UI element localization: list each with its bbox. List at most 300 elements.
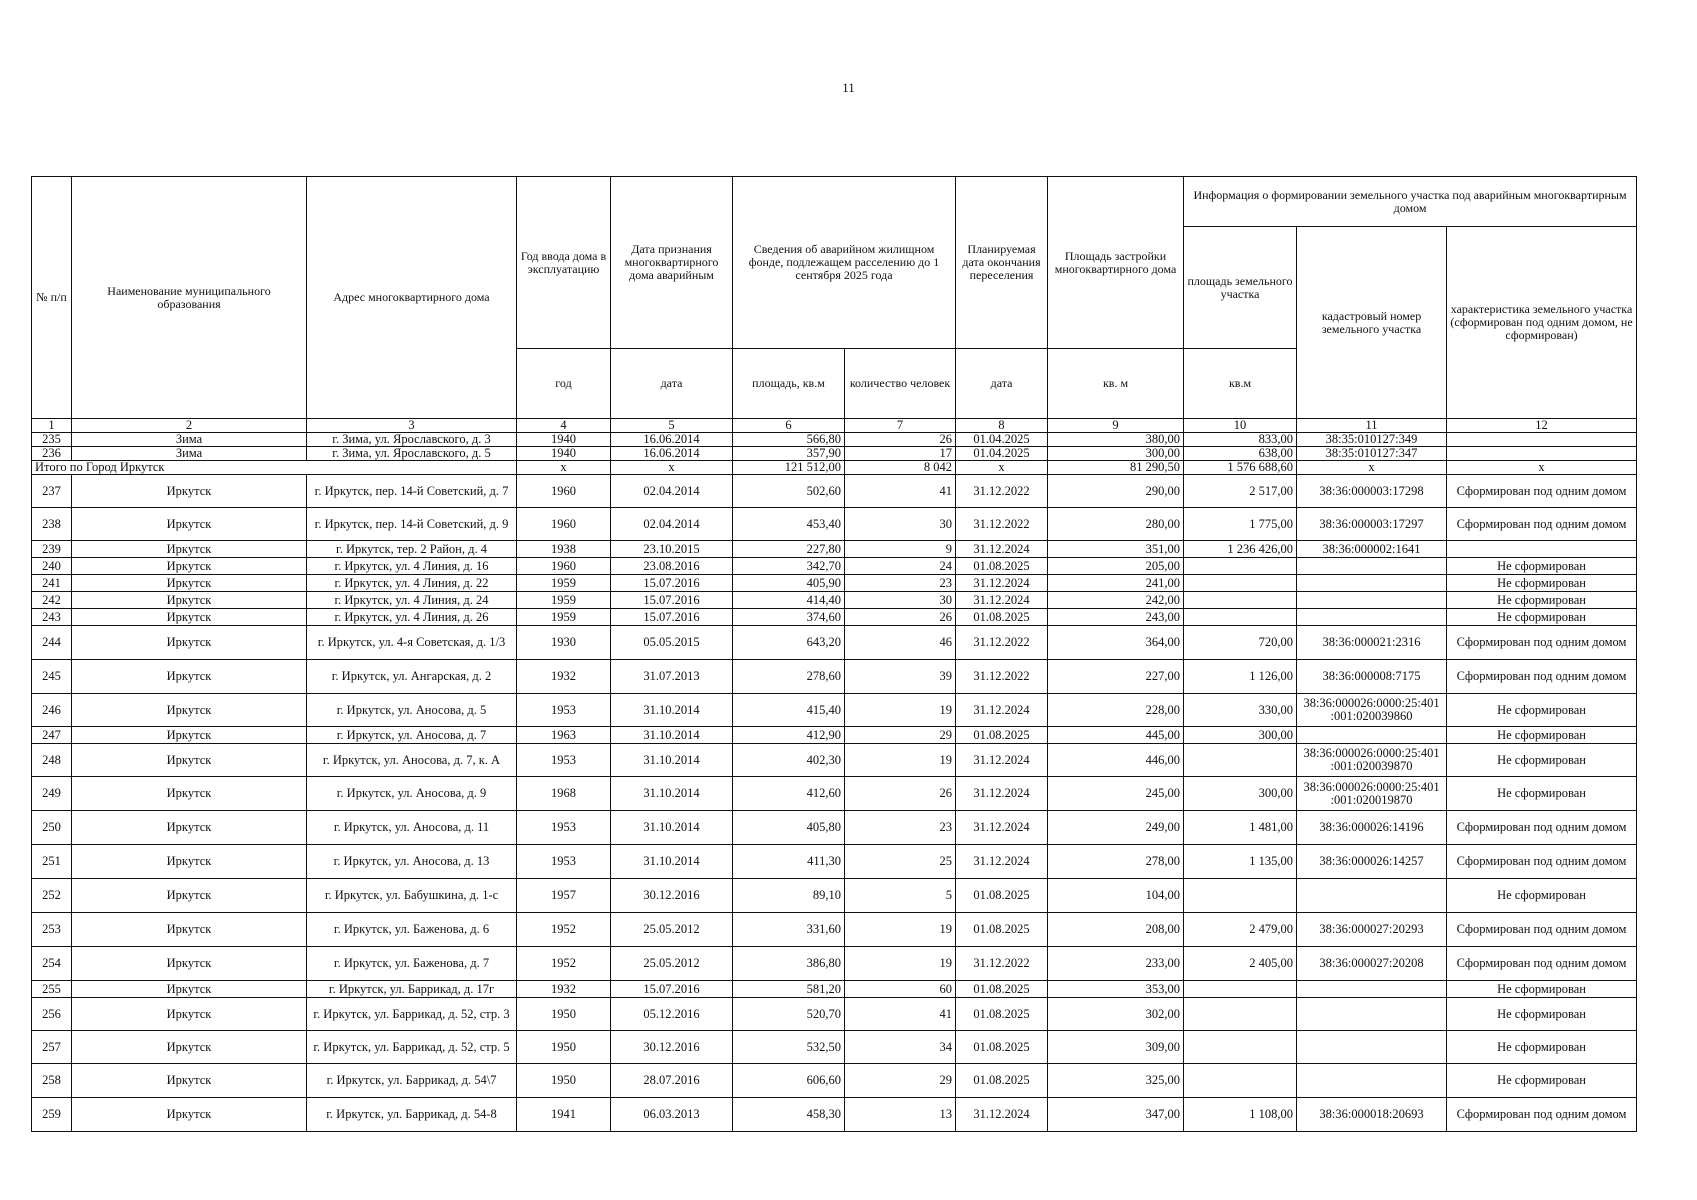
cell-land-area: 1 775,00 (1184, 508, 1297, 541)
cell-address: г. Иркутск, пер. 14-й Советский, д. 9 (307, 508, 517, 541)
cell-year: 1941 (517, 1098, 611, 1132)
cell-area: 414,40 (733, 592, 845, 609)
cell-land-area: 1 236 426,00 (1184, 541, 1297, 558)
cell-land-characteristic: Не сформирован (1447, 609, 1637, 626)
cell-num: 254 (32, 947, 72, 981)
header-land-area: площадь земельного участка (1184, 227, 1297, 349)
cell-year: 1950 (517, 998, 611, 1031)
cell-land-area (1184, 998, 1297, 1031)
cell-municipality: Иркутск (72, 811, 307, 845)
cell-recognition-date: 25.05.2012 (611, 947, 733, 981)
cell-municipality: Иркутск (72, 998, 307, 1031)
unit-date: дата (611, 349, 733, 419)
emergency-housing-table (31, 176, 1637, 1132)
cell-building-area: 446,00 (1048, 744, 1184, 777)
table-row (32, 879, 1637, 913)
cell-cadastral: 38:36:000027:20293 (1297, 913, 1447, 947)
cell-people: 9 (845, 541, 956, 558)
cell-municipality: Иркутск (72, 541, 307, 558)
cell-planned-date: 01.08.2025 (956, 558, 1048, 575)
cell-num: 245 (32, 660, 72, 694)
cell-cadastral: 38:36:000003:17297 (1297, 508, 1447, 541)
cell-municipality: Иркутск (72, 558, 307, 575)
cell-land-characteristic: Сформирован под одним домом (1447, 1098, 1637, 1132)
cell-people: 34 (845, 1031, 956, 1064)
cell-building-area: 205,00 (1048, 558, 1184, 575)
cell-num: 238 (32, 508, 72, 541)
table-row (32, 998, 1637, 1031)
cell-year: 1959 (517, 575, 611, 592)
cell-land-characteristic: Не сформирован (1447, 694, 1637, 727)
table-body (32, 419, 1637, 1132)
cell-year: 1953 (517, 811, 611, 845)
table-row (32, 727, 1637, 744)
cell-recognition-date: 15.07.2016 (611, 981, 733, 998)
unit-year: год (517, 349, 611, 419)
table-row (32, 694, 1637, 727)
cell-cadastral (1297, 1064, 1447, 1098)
cell-cadastral: 38:36:000018:20693 (1297, 1098, 1447, 1132)
cell-people: 46 (845, 626, 956, 660)
cell-land-characteristic: Не сформирован (1447, 1064, 1637, 1098)
cell-recognition-date: 15.07.2016 (611, 592, 733, 609)
cell-area: 520,70 (733, 998, 845, 1031)
cell-cadastral (1297, 727, 1447, 744)
table-row (32, 575, 1637, 592)
cell-recognition-date: 15.07.2016 (611, 609, 733, 626)
cell-recognition-date: 05.12.2016 (611, 998, 733, 1031)
cell-building-area: 325,00 (1048, 1064, 1184, 1098)
cell-planned-date: 01.08.2025 (956, 913, 1048, 947)
cell-cadastral: 38:36:000002:1641 (1297, 541, 1447, 558)
cell-land-area (1184, 1064, 1297, 1098)
total-cadastral: x (1297, 461, 1447, 475)
cell-people: 26 (845, 777, 956, 811)
cell-planned-date: 31.12.2024 (956, 811, 1048, 845)
cell-num: 239 (32, 541, 72, 558)
cell-address: г. Иркутск, ул. Баррикад, д. 52, стр. 5 (307, 1031, 517, 1064)
cell-planned-date: 31.12.2022 (956, 508, 1048, 541)
column-index-cell: 12 (1447, 419, 1637, 433)
cell-cadastral (1297, 558, 1447, 575)
cell-area: 386,80 (733, 947, 845, 981)
cell-planned-date: 31.12.2024 (956, 744, 1048, 777)
column-index-cell: 8 (956, 419, 1048, 433)
cell-land-characteristic: Сформирован под одним домом (1447, 947, 1637, 981)
cell-recognition-date: 16.06.2014 (611, 433, 733, 447)
cell-num: 251 (32, 845, 72, 879)
cell-address: г. Зима, ул. Ярославского, д. 3 (307, 433, 517, 447)
cell-planned-date: 31.12.2024 (956, 777, 1048, 811)
cell-year: 1940 (517, 433, 611, 447)
cell-planned-date: 31.12.2022 (956, 947, 1048, 981)
cell-planned-date: 31.12.2024 (956, 1098, 1048, 1132)
cell-land-area: 638,00 (1184, 447, 1297, 461)
cell-cadastral (1297, 575, 1447, 592)
cell-building-area: 445,00 (1048, 727, 1184, 744)
cell-building-area: 104,00 (1048, 879, 1184, 913)
cell-land-area: 720,00 (1184, 626, 1297, 660)
cell-num: 247 (32, 727, 72, 744)
table-row (32, 626, 1637, 660)
cell-municipality: Иркутск (72, 626, 307, 660)
table-row (32, 508, 1637, 541)
cell-cadastral: 38:36:000027:20208 (1297, 947, 1447, 981)
cell-people: 26 (845, 609, 956, 626)
unit-build-area: кв. м (1048, 349, 1184, 419)
cell-address: г. Иркутск, ул. 4 Линия, д. 16 (307, 558, 517, 575)
cell-planned-date: 01.08.2025 (956, 1064, 1048, 1098)
cell-people: 30 (845, 508, 956, 541)
cell-recognition-date: 30.12.2016 (611, 1031, 733, 1064)
cell-land-area: 300,00 (1184, 727, 1297, 744)
header-municipality: Наименование муниципального образования (72, 177, 307, 419)
cell-num: 257 (32, 1031, 72, 1064)
cell-land-characteristic: Не сформирован (1447, 998, 1637, 1031)
cell-land-characteristic (1447, 541, 1637, 558)
cell-municipality: Иркутск (72, 744, 307, 777)
cell-area: 227,80 (733, 541, 845, 558)
cell-people: 19 (845, 947, 956, 981)
cell-land-area: 2 479,00 (1184, 913, 1297, 947)
cell-recognition-date: 31.07.2013 (611, 660, 733, 694)
cell-year: 1953 (517, 694, 611, 727)
header-fund-info: Сведения об аварийном жилищном фонде, подлежащем расселению до 1 сентября 2025 года (733, 177, 956, 349)
cell-people: 30 (845, 592, 956, 609)
cell-planned-date: 01.08.2025 (956, 879, 1048, 913)
cell-area: 331,60 (733, 913, 845, 947)
cell-building-area: 242,00 (1048, 592, 1184, 609)
cell-area: 374,60 (733, 609, 845, 626)
cell-land-characteristic (1447, 433, 1637, 447)
cell-area: 566,80 (733, 433, 845, 447)
column-index-cell: 5 (611, 419, 733, 433)
cell-building-area: 208,00 (1048, 913, 1184, 947)
cell-land-area: 300,00 (1184, 777, 1297, 811)
total-row (32, 461, 1637, 475)
cell-building-area: 302,00 (1048, 998, 1184, 1031)
cell-year: 1957 (517, 879, 611, 913)
header-land-info: Информация о формировании земельного участка под аварийным многоквартирным домом (1184, 177, 1637, 227)
cell-num: 241 (32, 575, 72, 592)
cell-num: 242 (32, 592, 72, 609)
cell-land-area: 833,00 (1184, 433, 1297, 447)
cell-recognition-date: 05.05.2015 (611, 626, 733, 660)
cell-land-characteristic: Сформирован под одним домом (1447, 626, 1637, 660)
cell-address: г. Иркутск, ул. Аносова, д. 7 (307, 727, 517, 744)
cell-cadastral: 38:36:000026:0000:25:401 :001:020019870 (1297, 777, 1447, 811)
column-index-cell: 3 (307, 419, 517, 433)
cell-year: 1953 (517, 845, 611, 879)
cell-land-characteristic: Сформирован под одним домом (1447, 913, 1637, 947)
cell-area: 402,30 (733, 744, 845, 777)
cell-year: 1932 (517, 660, 611, 694)
cell-municipality: Иркутск (72, 660, 307, 694)
cell-num: 252 (32, 879, 72, 913)
cell-building-area: 245,00 (1048, 777, 1184, 811)
cell-land-area (1184, 879, 1297, 913)
cell-people: 19 (845, 744, 956, 777)
column-index-cell: 7 (845, 419, 956, 433)
cell-municipality: Зима (72, 433, 307, 447)
cell-cadastral (1297, 609, 1447, 626)
cell-cadastral: 38:36:000026:0000:25:401 :001:020039860 (1297, 694, 1447, 727)
cell-land-area (1184, 592, 1297, 609)
total-build: 81 290,50 (1048, 461, 1184, 475)
cell-building-area: 380,00 (1048, 433, 1184, 447)
table-row (32, 541, 1637, 558)
cell-year: 1940 (517, 447, 611, 461)
cell-num: 235 (32, 433, 72, 447)
header-building-area: Площадь застройки многоквартирного дома (1048, 177, 1184, 349)
cell-planned-date: 01.08.2025 (956, 981, 1048, 998)
cell-building-area: 290,00 (1048, 475, 1184, 508)
cell-year: 1960 (517, 508, 611, 541)
cell-recognition-date: 31.10.2014 (611, 845, 733, 879)
cell-year: 1959 (517, 592, 611, 609)
cell-address: г. Иркутск, ул. Баррикад, д. 54-8 (307, 1098, 517, 1132)
cell-planned-date: 31.12.2024 (956, 694, 1048, 727)
cell-year: 1932 (517, 981, 611, 998)
table-row (32, 913, 1637, 947)
cell-municipality: Иркутск (72, 475, 307, 508)
cell-year: 1959 (517, 609, 611, 626)
cell-recognition-date: 31.10.2014 (611, 727, 733, 744)
cell-address: г. Иркутск, тер. 2 Район, д. 4 (307, 541, 517, 558)
cell-people: 19 (845, 694, 956, 727)
cell-planned-date: 31.12.2022 (956, 660, 1048, 694)
cell-land-area: 1 108,00 (1184, 1098, 1297, 1132)
cell-year: 1952 (517, 913, 611, 947)
cell-area: 502,60 (733, 475, 845, 508)
cell-recognition-date: 31.10.2014 (611, 694, 733, 727)
cell-address: г. Иркутск, ул. Баженова, д. 6 (307, 913, 517, 947)
cell-municipality: Зима (72, 447, 307, 461)
table-row (32, 609, 1637, 626)
column-index-cell: 6 (733, 419, 845, 433)
cell-year: 1950 (517, 1064, 611, 1098)
cell-recognition-date: 23.10.2015 (611, 541, 733, 558)
cell-recognition-date: 02.04.2014 (611, 475, 733, 508)
cell-planned-date: 01.04.2025 (956, 433, 1048, 447)
cell-people: 23 (845, 575, 956, 592)
table-header (32, 177, 1637, 419)
cell-land-characteristic: Не сформирован (1447, 727, 1637, 744)
cell-municipality: Иркутск (72, 1098, 307, 1132)
table-row (32, 1031, 1637, 1064)
cell-cadastral (1297, 1031, 1447, 1064)
cell-year: 1938 (517, 541, 611, 558)
table-row (32, 558, 1637, 575)
total-date: x (611, 461, 733, 475)
cell-cadastral (1297, 981, 1447, 998)
cell-building-area: 364,00 (1048, 626, 1184, 660)
cell-municipality: Иркутск (72, 575, 307, 592)
table-row (32, 744, 1637, 777)
cell-building-area: 241,00 (1048, 575, 1184, 592)
cell-cadastral: 38:36:000026:0000:25:401 :001:020039870 (1297, 744, 1447, 777)
cell-address: г. Иркутск, ул. Баррикад, д. 52, стр. 3 (307, 998, 517, 1031)
cell-year: 1930 (517, 626, 611, 660)
cell-num: 256 (32, 998, 72, 1031)
cell-area: 89,10 (733, 879, 845, 913)
cell-year: 1950 (517, 1031, 611, 1064)
cell-num: 237 (32, 475, 72, 508)
cell-building-area: 243,00 (1048, 609, 1184, 626)
cell-year: 1963 (517, 727, 611, 744)
cell-num: 258 (32, 1064, 72, 1098)
cell-area: 411,30 (733, 845, 845, 879)
cell-land-characteristic: Сформирован под одним домом (1447, 475, 1637, 508)
cell-year: 1960 (517, 558, 611, 575)
column-index-cell: 4 (517, 419, 611, 433)
cell-land-characteristic (1447, 447, 1637, 461)
cell-num: 253 (32, 913, 72, 947)
header-num: № п/п (32, 177, 72, 419)
cell-year: 1968 (517, 777, 611, 811)
cell-land-characteristic: Не сформирован (1447, 558, 1637, 575)
cell-municipality: Иркутск (72, 947, 307, 981)
cell-cadastral: 38:36:000008:7175 (1297, 660, 1447, 694)
cell-building-area: 351,00 (1048, 541, 1184, 558)
unit-plan-date: дата (956, 349, 1048, 419)
cell-area: 357,90 (733, 447, 845, 461)
cell-land-characteristic: Сформирован под одним домом (1447, 508, 1637, 541)
cell-address: г. Иркутск, ул. 4-я Советская, д. 1/3 (307, 626, 517, 660)
cell-land-area: 2 405,00 (1184, 947, 1297, 981)
cell-address: г. Иркутск, ул. Баженова, д. 7 (307, 947, 517, 981)
table-row (32, 660, 1637, 694)
cell-cadastral: 38:36:000021:2316 (1297, 626, 1447, 660)
cell-num: 255 (32, 981, 72, 998)
cell-cadastral (1297, 592, 1447, 609)
cell-building-area: 309,00 (1048, 1031, 1184, 1064)
cell-municipality: Иркутск (72, 879, 307, 913)
cell-land-characteristic: Не сформирован (1447, 744, 1637, 777)
cell-land-characteristic: Не сформирован (1447, 777, 1637, 811)
cell-address: г. Иркутск, ул. Ангарская, д. 2 (307, 660, 517, 694)
cell-land-characteristic: Сформирован под одним домом (1447, 845, 1637, 879)
cell-building-area: 300,00 (1048, 447, 1184, 461)
unit-people: количество человек (845, 349, 956, 419)
cell-address: г. Иркутск, ул. Аносова, д. 7, к. А (307, 744, 517, 777)
cell-municipality: Иркутск (72, 508, 307, 541)
cell-year: 1953 (517, 744, 611, 777)
cell-num: 243 (32, 609, 72, 626)
cell-municipality: Иркутск (72, 1064, 307, 1098)
cell-num: 250 (32, 811, 72, 845)
cell-recognition-date: 06.03.2013 (611, 1098, 733, 1132)
cell-land-area: 330,00 (1184, 694, 1297, 727)
column-index-cell: 1 (32, 419, 72, 433)
cell-people: 5 (845, 879, 956, 913)
cell-people: 13 (845, 1098, 956, 1132)
cell-address: г. Зима, ул. Ярославского, д. 5 (307, 447, 517, 461)
cell-cadastral: 38:36:000026:14196 (1297, 811, 1447, 845)
cell-land-characteristic: Сформирован под одним домом (1447, 660, 1637, 694)
cell-address: г. Иркутск, ул. Аносова, д. 11 (307, 811, 517, 845)
table-row (32, 981, 1637, 998)
cell-land-area (1184, 609, 1297, 626)
cell-land-area (1184, 744, 1297, 777)
cell-planned-date: 01.08.2025 (956, 727, 1048, 744)
cell-people: 25 (845, 845, 956, 879)
cell-land-area: 1 126,00 (1184, 660, 1297, 694)
cell-num: 248 (32, 744, 72, 777)
total-people: 8 042 (845, 461, 956, 475)
cell-land-characteristic: Не сформирован (1447, 879, 1637, 913)
cell-building-area: 227,00 (1048, 660, 1184, 694)
cell-building-area: 233,00 (1048, 947, 1184, 981)
table-row (32, 777, 1637, 811)
cell-municipality: Иркутск (72, 1031, 307, 1064)
cell-area: 532,50 (733, 1031, 845, 1064)
cell-num: 249 (32, 777, 72, 811)
unit-land-area: кв.м (1184, 349, 1297, 419)
cell-building-area: 278,00 (1048, 845, 1184, 879)
cell-people: 24 (845, 558, 956, 575)
cell-address: г. Иркутск, ул. Аносова, д. 5 (307, 694, 517, 727)
cell-recognition-date: 28.07.2016 (611, 1064, 733, 1098)
total-plan: x (956, 461, 1048, 475)
cell-address: г. Иркутск, ул. 4 Линия, д. 22 (307, 575, 517, 592)
cell-planned-date: 31.12.2022 (956, 475, 1048, 508)
cell-people: 39 (845, 660, 956, 694)
cell-land-area (1184, 1031, 1297, 1064)
cell-municipality: Иркутск (72, 981, 307, 998)
cell-planned-date: 01.08.2025 (956, 998, 1048, 1031)
cell-land-characteristic: Не сформирован (1447, 1031, 1637, 1064)
cell-planned-date: 31.12.2024 (956, 845, 1048, 879)
cell-num: 259 (32, 1098, 72, 1132)
cell-cadastral (1297, 879, 1447, 913)
cell-people: 17 (845, 447, 956, 461)
cell-land-characteristic: Не сформирован (1447, 592, 1637, 609)
cell-municipality: Иркутск (72, 592, 307, 609)
cell-recognition-date: 25.05.2012 (611, 913, 733, 947)
cell-people: 19 (845, 913, 956, 947)
cell-num: 240 (32, 558, 72, 575)
cell-area: 278,60 (733, 660, 845, 694)
cell-municipality: Иркутск (72, 694, 307, 727)
cell-cadastral (1297, 998, 1447, 1031)
cell-area: 581,20 (733, 981, 845, 998)
column-index-cell: 9 (1048, 419, 1184, 433)
cell-area: 643,20 (733, 626, 845, 660)
cell-land-area (1184, 981, 1297, 998)
cell-municipality: Иркутск (72, 845, 307, 879)
cell-recognition-date: 30.12.2016 (611, 879, 733, 913)
cell-planned-date: 31.12.2022 (956, 626, 1048, 660)
total-area: 121 512,00 (733, 461, 845, 475)
column-index-cell: 10 (1184, 419, 1297, 433)
cell-recognition-date: 31.10.2014 (611, 744, 733, 777)
cell-address: г. Иркутск, ул. Баррикад, д. 54\7 (307, 1064, 517, 1098)
page-number: 11 (842, 80, 855, 95)
cell-address: г. Иркутск, ул. Аносова, д. 13 (307, 845, 517, 879)
table-row (32, 1098, 1637, 1132)
header-planned-date: Планируемая дата окончания переселения (956, 177, 1048, 349)
cell-municipality: Иркутск (72, 913, 307, 947)
column-index-row (32, 419, 1637, 433)
cell-land-characteristic: Не сформирован (1447, 575, 1637, 592)
header-cadastral: кадастровый номер земельного участка (1297, 227, 1447, 419)
total-year: x (517, 461, 611, 475)
cell-people: 60 (845, 981, 956, 998)
cell-area: 606,60 (733, 1064, 845, 1098)
cell-address: г. Иркутск, ул. Баррикад, д. 17г (307, 981, 517, 998)
cell-cadastral: 38:35:010127:347 (1297, 447, 1447, 461)
